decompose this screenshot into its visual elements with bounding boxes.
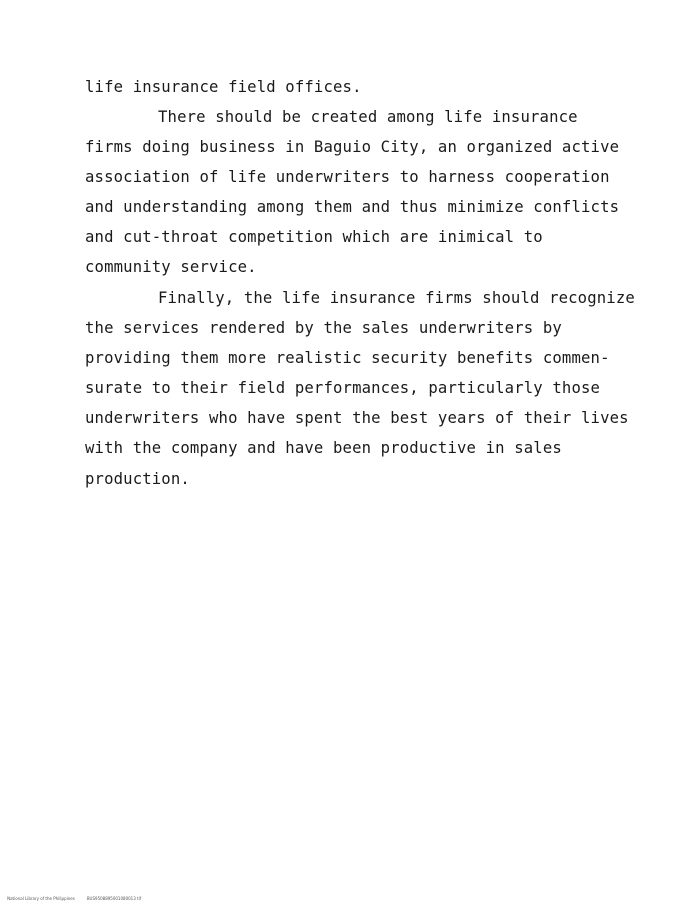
text-line: with the company and have been productive in sales (85, 439, 562, 457)
text-line: association of life underwriters to harness cooperation (85, 168, 610, 186)
text-line: surate to their field performances, particularly those (85, 379, 601, 397)
text-line: providing them more realistic security benefits commen- (85, 349, 610, 367)
paragraph-start-line: Finally, the life insurance firms should recognize (158, 289, 635, 307)
paragraph-start-line: There should be created among life insurance (158, 108, 578, 126)
text-line: and cut-throat competition which are inimical to (85, 228, 543, 246)
text-line: underwriters who have spent the best years of their lives (85, 409, 629, 427)
text-line: production. (85, 470, 190, 488)
footer-code: BUS9508895001080013 tif (86, 896, 142, 901)
text-line: and understanding among them and thus minimize conflicts (85, 198, 620, 216)
scan-footer (2, 891, 153, 906)
text-line: community service. (85, 258, 257, 276)
footer-library: National Library of the Philippines (7, 896, 75, 901)
text-line: life insurance field offices. (85, 78, 362, 96)
text-line: the services rendered by the sales underwriters by (85, 319, 562, 337)
text-line: firms doing business in Baguio City, an organized active (85, 138, 620, 156)
